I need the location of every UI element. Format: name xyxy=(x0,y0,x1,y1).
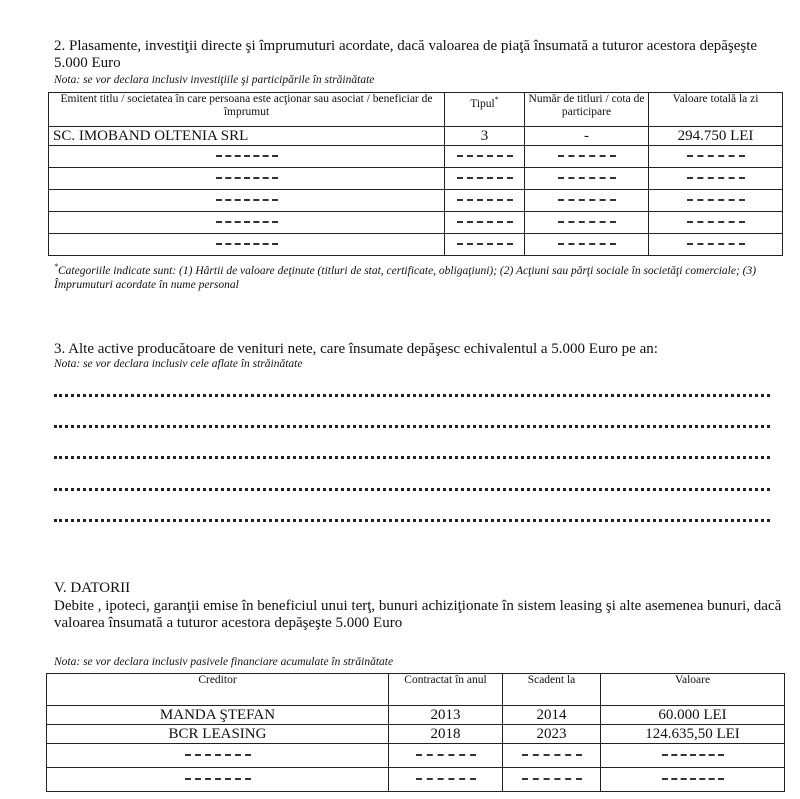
blank-dash xyxy=(558,221,616,225)
table-row xyxy=(47,706,785,725)
empty-row xyxy=(49,190,783,212)
contracted-cell: 2013 xyxy=(389,706,503,725)
dotted-line xyxy=(54,425,770,428)
blank-dash xyxy=(416,778,476,782)
value-cell: 294.750 LEI xyxy=(649,127,783,146)
dotted-line xyxy=(54,519,770,522)
section-5-note: Nota: se vor declara inclusiv pasivele financiare acumulate în străinătate xyxy=(54,656,394,668)
blank-dash xyxy=(457,155,513,159)
empty-row xyxy=(49,212,783,234)
header-value: Valoare totală la zi xyxy=(649,93,783,127)
blank-dash xyxy=(457,177,513,181)
blank-dash xyxy=(457,243,513,247)
blank-dash xyxy=(185,754,251,758)
dotted-line xyxy=(54,488,770,491)
table-header-row xyxy=(47,674,785,706)
debts-table xyxy=(46,673,785,792)
empty-row xyxy=(47,744,785,768)
header-amount: Valoare xyxy=(601,674,785,706)
section-2-note: Nota: se vor declara inclusiv investiţiile şi participările în străinătate xyxy=(54,74,375,86)
blank-dash xyxy=(687,177,745,181)
empty-row xyxy=(47,768,785,792)
header-creditor: Creditor xyxy=(47,674,389,706)
investments-table xyxy=(48,92,783,256)
table-row xyxy=(49,127,783,146)
blank-dash xyxy=(662,778,724,782)
footnote: *Categoriile indicate sunt: (1) Hârtii de valoare deţinute (titluri de stat, certificate, obligaţiuni); (2) Acţiuni sau părţi sociale în societăţi comerciale; (3) Împrumuturi acordate în nume personal xyxy=(54,262,757,291)
issuer-cell: SC. IMOBAND OLTENIA SRL xyxy=(49,127,445,146)
dotted-line xyxy=(54,456,770,459)
due-cell: 2023 xyxy=(503,725,601,744)
due-cell: 2014 xyxy=(503,706,601,725)
count-cell: - xyxy=(525,127,649,146)
contracted-cell: 2018 xyxy=(389,725,503,744)
empty-row xyxy=(49,168,783,190)
blank-dash xyxy=(457,221,513,225)
table-row xyxy=(47,725,785,744)
blank-dash xyxy=(522,778,582,782)
blank-dash xyxy=(216,243,278,247)
dotted-line xyxy=(54,394,770,397)
amount-cell: 60.000 LEI xyxy=(601,706,785,725)
blank-dash xyxy=(216,155,278,159)
amount-cell: 124.635,50 LEI xyxy=(601,725,785,744)
blank-dash xyxy=(416,754,476,758)
creditor-cell: MANDA ŞTEFAN xyxy=(47,706,389,725)
blank-dash xyxy=(457,199,513,203)
blank-dash xyxy=(216,221,278,225)
creditor-cell: BCR LEASING xyxy=(47,725,389,744)
blank-dash xyxy=(522,754,582,758)
type-cell: 3 xyxy=(445,127,525,146)
blank-dash xyxy=(662,754,724,758)
header-issuer: Emitent titlu / societatea în care persoana este acţionar sau asociat / beneficiar de împrumut xyxy=(49,93,445,127)
header-due: Scadent la xyxy=(503,674,601,706)
blank-dash xyxy=(687,199,745,203)
header-type: Tipul* xyxy=(445,93,525,127)
section-5-description: Debite , ipoteci, garanţii emise în beneficiul unui terţ, bunuri achiziţionate în sistem leasing şi alte asemenea bunuri, dacă valoarea însumată a tuturor acestora depăşeşte 5.000 Euro xyxy=(54,598,782,631)
header-contracted: Contractat în anul xyxy=(389,674,503,706)
header-count: Număr de titluri / cota de participare xyxy=(525,93,649,127)
blank-dash xyxy=(216,199,278,203)
blank-dash xyxy=(216,177,278,181)
blank-dash xyxy=(558,155,616,159)
section-2-title: 2. Plasamente, investiţii directe şi împrumuturi acordate, dacă valoarea de piaţă însumată a tuturor acestora depăşeşte 5.000 Euro xyxy=(54,38,758,71)
blank-dash xyxy=(558,199,616,203)
blank-dash xyxy=(687,221,745,225)
section-5-heading: V. DATORII xyxy=(54,580,131,596)
section-3-note: Nota: se vor declara inclusiv cele aflate în străinătate xyxy=(54,358,303,370)
section-3-title: 3. Alte active producătoare de venituri nete, care însumate depăşesc echivalentul a 5.000 Euro pe an: xyxy=(54,341,658,357)
blank-dash xyxy=(558,243,616,247)
blank-dash xyxy=(558,177,616,181)
blank-dash xyxy=(687,243,745,247)
blank-dash xyxy=(687,155,745,159)
empty-row xyxy=(49,234,783,256)
empty-row xyxy=(49,146,783,168)
table-header-row xyxy=(49,93,783,127)
blank-dash xyxy=(185,778,251,782)
